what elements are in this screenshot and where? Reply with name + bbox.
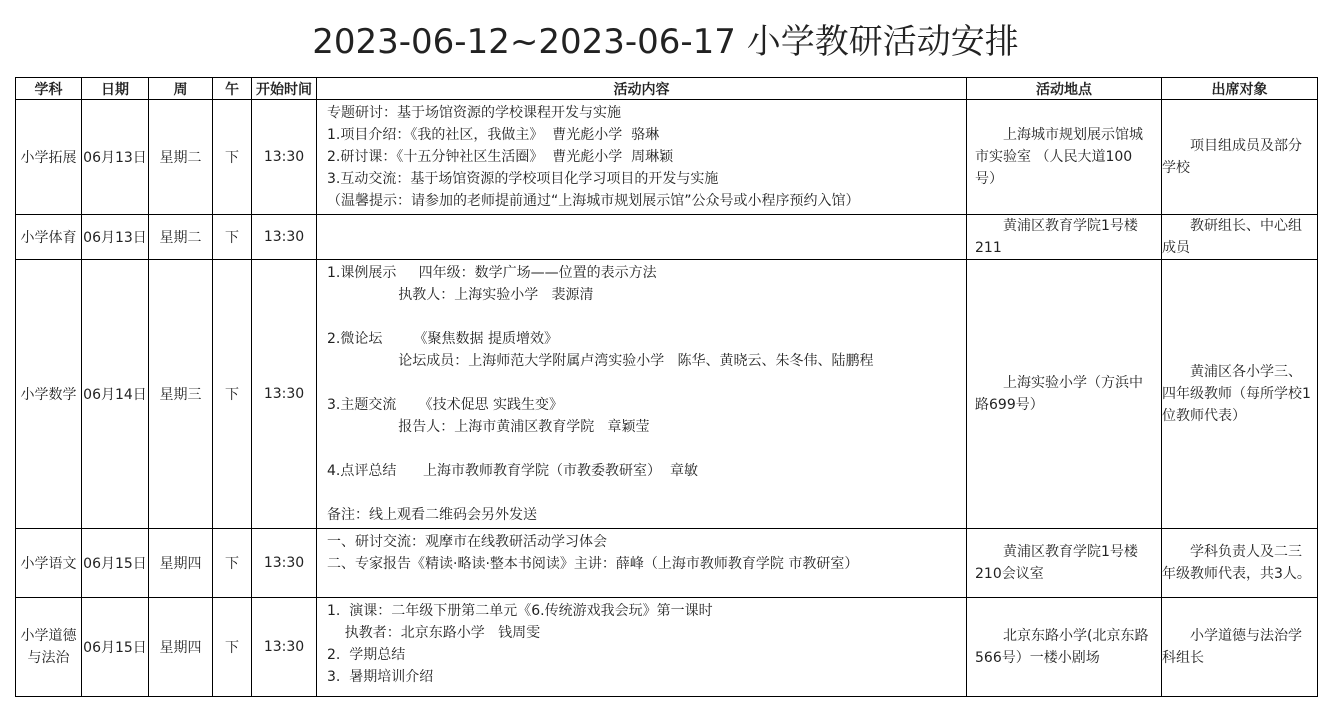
- header-half: 午: [213, 78, 252, 100]
- attendees-text: 教研组长、中心组成员: [1162, 218, 1302, 256]
- content-line: [327, 306, 958, 328]
- location-cell: [967, 529, 1162, 598]
- attendees-text: 小学道德与法治学科组长: [1162, 628, 1302, 666]
- content-line: 二、专家报告《精读·略读·整本书阅读》主讲：薛峰（上海市教师教育学院 市教研室）: [327, 556, 859, 572]
- content-line: [327, 438, 958, 460]
- half-cell: 下: [213, 100, 252, 215]
- content-cell: [317, 100, 967, 215]
- table-row: [16, 529, 1318, 598]
- attendees-cell: [1162, 100, 1318, 215]
- content-cell: [317, 215, 967, 260]
- header-start-time: 开始时间: [252, 78, 317, 100]
- header-subject: 学科: [16, 78, 82, 100]
- content-line: 2.微论坛 《聚焦数据 提质增效》: [327, 331, 558, 347]
- location-text: 北京东路小学(北京东路566号）一楼小剧场: [975, 628, 1149, 666]
- location-text: 上海实验小学（方浜中路699号）: [975, 375, 1143, 413]
- weekday-cell: 星期三: [149, 260, 213, 529]
- table-row: [16, 598, 1318, 697]
- weekday-cell: 星期四: [149, 529, 213, 598]
- attendees-cell: [1162, 215, 1318, 260]
- content-line: 3. 暑期培训介绍: [327, 669, 434, 685]
- attendees-text: 学科负责人及二三年级教师代表，共3人。: [1162, 544, 1311, 582]
- half-cell: 下: [213, 529, 252, 598]
- weekday-cell: 星期四: [149, 598, 213, 697]
- subject-cell: 小学体育: [16, 215, 82, 260]
- subject-cell: 小学道德与法治: [16, 598, 82, 697]
- half-cell: 下: [213, 215, 252, 260]
- content-cell: [317, 260, 967, 529]
- content-line: 备注：线上观看二维码会另外发送: [327, 507, 537, 523]
- time-cell: 13:30: [252, 215, 317, 260]
- date-cell: 06月13日: [82, 215, 149, 260]
- content-line: 1. 演课：二年级下册第二单元《6.传统游戏我会玩》第一课时: [327, 603, 713, 619]
- time-cell: 13:30: [252, 100, 317, 215]
- header-content: 活动内容: [317, 78, 967, 100]
- content-line: 2.研讨课：《十五分钟社区生活圈》 曹光彪小学 周琳颖: [327, 149, 674, 165]
- table-row: [16, 215, 1318, 260]
- location-text: 黄浦区教育学院1号楼211: [975, 218, 1138, 256]
- content-line: 执教人：上海实验小学 裴源清: [327, 287, 594, 303]
- content-line: 2. 学期总结: [327, 647, 406, 663]
- time-cell: 13:30: [252, 529, 317, 598]
- location-text: 黄浦区教育学院1号楼210会议室: [975, 544, 1138, 582]
- half-cell: 下: [213, 260, 252, 529]
- subject-cell: 小学语文: [16, 529, 82, 598]
- content-line: [327, 372, 958, 394]
- time-cell: 13:30: [252, 598, 317, 697]
- location-cell: [967, 215, 1162, 260]
- date-cell: 06月15日: [82, 529, 149, 598]
- date-cell: 06月14日: [82, 260, 149, 529]
- header-row: [16, 78, 1318, 100]
- time-cell: 13:30: [252, 260, 317, 529]
- schedule-table: [15, 77, 1318, 697]
- attendees-text: 项目组成员及部分学校: [1162, 138, 1302, 176]
- subject-cell: 小学数学: [16, 260, 82, 529]
- content-line: 3.互动交流：基于场馆资源的学校项目化学习项目的开发与实施: [327, 171, 719, 187]
- attendees-cell: [1162, 260, 1318, 529]
- half-cell: 下: [213, 598, 252, 697]
- attendees-text: 黄浦区各小学三、四年级教师（每所学校1位教师代表）: [1162, 364, 1311, 424]
- location-cell: [967, 100, 1162, 215]
- attendees-cell: [1162, 529, 1318, 598]
- header-attendees: 出席对象: [1162, 78, 1318, 100]
- location-text: 上海城市规划展示馆城市实验室 （人民大道100号）: [975, 127, 1143, 187]
- table-row: [16, 260, 1318, 529]
- content-line: 专题研讨：基于场馆资源的学校课程开发与实施: [327, 105, 621, 121]
- subject-cell: 小学拓展: [16, 100, 82, 215]
- content-line: 论坛成员：上海师范大学附属卢湾实验小学 陈华、黄晓云、朱冬伟、陆鹏程: [327, 353, 874, 369]
- content-line: 一、研讨交流：观摩市在线教研活动学习体会: [327, 534, 607, 550]
- page-title: 2023-06-12~2023-06-17 小学教研活动安排: [312, 22, 1019, 62]
- header-location: 活动地点: [967, 78, 1162, 100]
- content-line: 1.课例展示 四年级：数学广场——位置的表示方法: [327, 265, 657, 281]
- content-cell: [317, 529, 967, 598]
- content-line: 3.主题交流 《技术促思 实践生变》: [327, 397, 564, 413]
- table-row: [16, 100, 1318, 215]
- date-cell: 06月13日: [82, 100, 149, 215]
- content-line: 1.项目介绍：《我的社区，我做主》 曹光彪小学 骆琳: [327, 127, 660, 143]
- content-cell: [317, 598, 967, 697]
- header-weekday: 周: [149, 78, 213, 100]
- content-line: （温馨提示：请参加的老师提前通过“上海城市规划展示馆”公众号或小程序预约入馆）: [327, 193, 860, 209]
- date-cell: 06月15日: [82, 598, 149, 697]
- attendees-cell: [1162, 598, 1318, 697]
- content-line: 执教者：北京东路小学 钱周雯: [327, 625, 541, 641]
- content-line: 4.点评总结 上海市教师教育学院（市教委教研室） 章敏: [327, 463, 698, 479]
- weekday-cell: 星期二: [149, 215, 213, 260]
- content-line: [327, 482, 958, 504]
- header-date: 日期: [82, 78, 149, 100]
- content-line: 报告人：上海市黄浦区教育学院 章颖莹: [327, 419, 650, 435]
- location-cell: [967, 260, 1162, 529]
- location-cell: [967, 598, 1162, 697]
- weekday-cell: 星期二: [149, 100, 213, 215]
